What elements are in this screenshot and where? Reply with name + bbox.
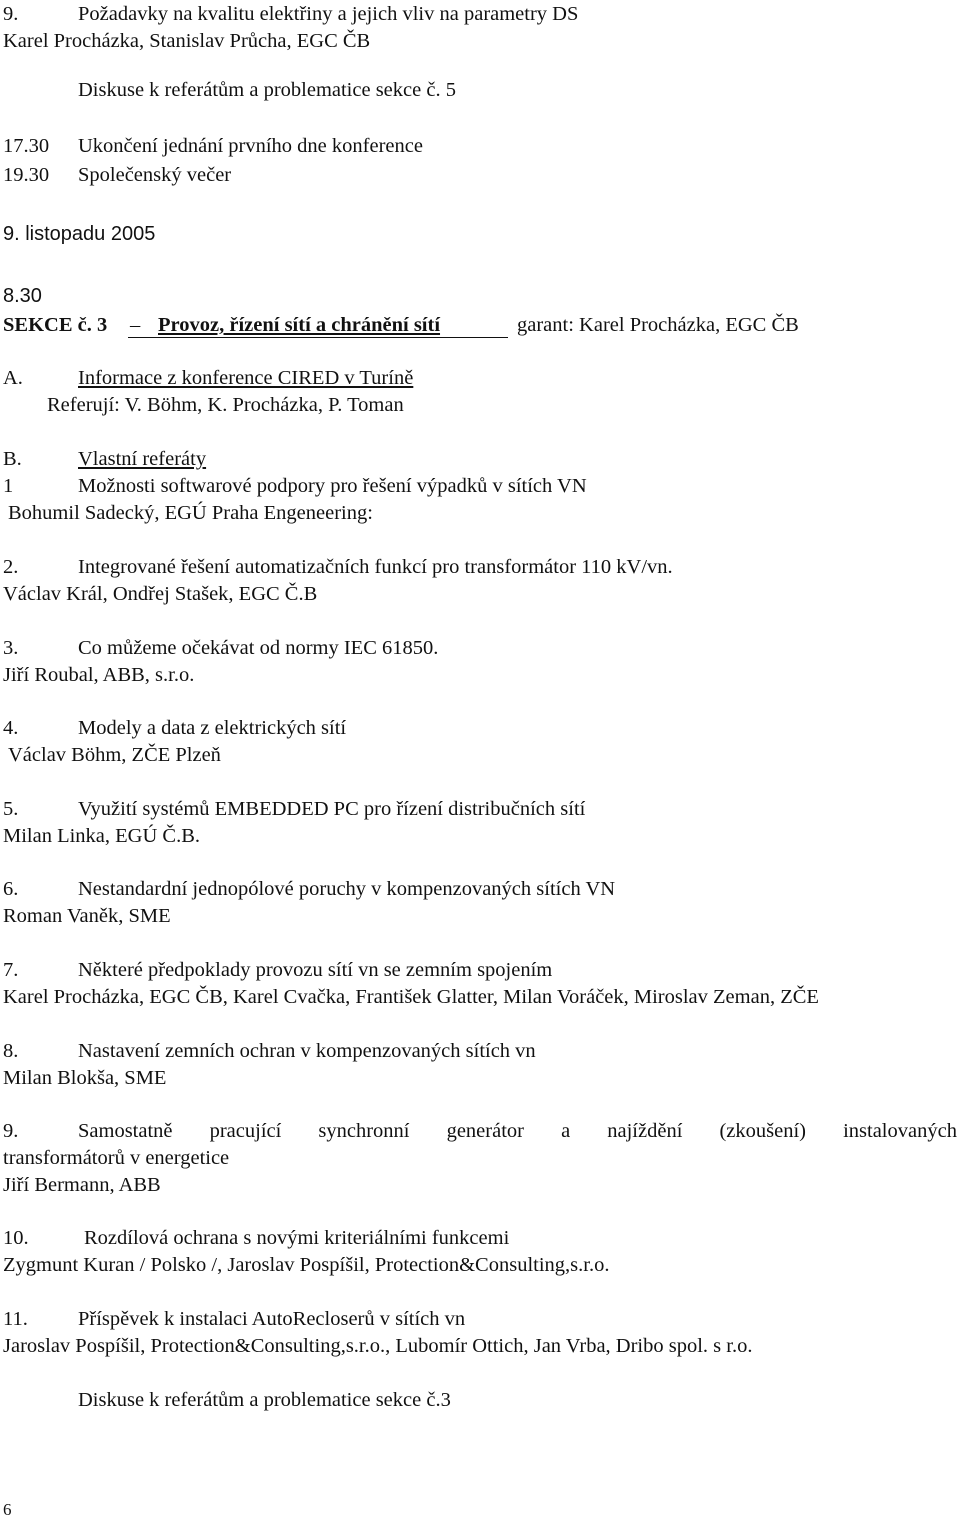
paper-title-word: a bbox=[561, 1120, 571, 1142]
paper-number: 3. bbox=[3, 637, 19, 659]
paper-title: Modely a data z elektrických sítí bbox=[78, 717, 347, 739]
paper-title-word: najíždění bbox=[607, 1120, 683, 1142]
section-dash: – bbox=[130, 314, 141, 336]
section-title-line bbox=[158, 313, 440, 337]
paper-number: 10. bbox=[3, 1227, 29, 1249]
paper-title: Rozdílová ochrana s novými kriteriálními funkcemi bbox=[84, 1227, 510, 1249]
paper-authors: Václav Král, Ondřej Stašek, EGC Č.B bbox=[3, 583, 318, 605]
session9-title: Požadavky na kvalitu elektřiny a jejich vliv na parametry DS bbox=[78, 3, 579, 25]
session9-heading bbox=[3, 2, 18, 26]
schedule-time: 19.30 bbox=[3, 164, 50, 186]
partB-letter: B. bbox=[3, 448, 22, 470]
paper-title: Některé předpoklady provozu sítí vn se zemním spojením bbox=[78, 959, 553, 981]
paper-number: 9. bbox=[3, 1120, 19, 1142]
day2-time: 8.30 bbox=[3, 285, 42, 307]
paper-authors: Milan Blokša, SME bbox=[3, 1067, 167, 1089]
paper-number: 11. bbox=[3, 1308, 28, 1330]
paper-authors: Václav Böhm, ZČE Plzeň bbox=[8, 744, 221, 766]
partA-letter: A. bbox=[3, 367, 23, 389]
paper-title-continued: transformátorů v energetice bbox=[3, 1147, 230, 1169]
paper-number: 5. bbox=[3, 798, 19, 820]
paper-authors: Bohumil Sadecký, EGÚ Praha Engeneering: bbox=[8, 502, 373, 524]
closing-discussion: Diskuse k referátům a problematice sekce č.3 bbox=[78, 1389, 451, 1411]
paper-title: Integrované řešení automatizačních funkcí pro transformátor 110 kV/vn. bbox=[78, 556, 673, 578]
paper-title-word: pracující bbox=[209, 1120, 282, 1142]
section-label: SEKCE č. 3 bbox=[3, 314, 108, 336]
paper-authors: Jaroslav Pospíšil, Protection&Consulting,s.r.o., Lubomír Ottich, Jan Vrba, Dribo spol. s r.o. bbox=[3, 1335, 753, 1357]
paper-authors: Milan Linka, EGÚ Č.B. bbox=[3, 825, 201, 847]
paper-authors: Karel Procházka, EGC ČB, Karel Cvačka, František Glatter, Milan Voráček, Miroslav Zeman, ZČE bbox=[3, 986, 819, 1008]
schedule-time: 17.30 bbox=[3, 135, 50, 157]
paper-number: 1 bbox=[3, 475, 14, 497]
paper-title-word: generátor bbox=[446, 1120, 524, 1142]
paper-title: Využití systémů EMBEDDED PC pro řízení distribučních sítí bbox=[78, 798, 586, 820]
paper-title: Co můžeme očekávat od normy IEC 61850. bbox=[78, 637, 439, 659]
partA-title: Informace z konference CIRED v Turíně bbox=[78, 367, 414, 389]
paper-title: Příspěvek k instalaci AutoRecloserů v sítích vn bbox=[78, 1308, 466, 1330]
paper-title-word: instalovaných bbox=[843, 1120, 957, 1142]
section-title: Provoz, řízení sítí a chránění sítí bbox=[158, 314, 441, 336]
section-heading bbox=[3, 313, 107, 337]
paper-authors: Jiří Roubal, ABB, s.r.o. bbox=[3, 664, 195, 686]
section-underline bbox=[128, 337, 508, 338]
schedule-event: Společenský večer bbox=[78, 164, 232, 186]
session9-number: 9. bbox=[3, 3, 19, 25]
section-garant: garant: Karel Procházka, EGC ČB bbox=[517, 314, 799, 336]
paper-title: Nestandardní jednopólové poruchy v kompenzovaných sítích VN bbox=[78, 878, 616, 900]
paper-title: Možnosti softwarové podpory pro řešení výpadků v sítích VN bbox=[78, 475, 587, 497]
session9-discussion: Diskuse k referátům a problematice sekce č. 5 bbox=[78, 79, 456, 101]
schedule-event: Ukončení jednání prvního dne konference bbox=[78, 135, 423, 157]
paper-number: 6. bbox=[3, 878, 19, 900]
paper-authors: Roman Vaněk, SME bbox=[3, 905, 171, 927]
paper-authors: Jiří Bermann, ABB bbox=[3, 1174, 161, 1196]
partA-speakers: Referují: V. Böhm, K. Procházka, P. Toman bbox=[47, 394, 404, 416]
partB-title: Vlastní referáty bbox=[78, 448, 207, 470]
paper-title-justified bbox=[78, 1119, 957, 1143]
paper-title-word: (zkoušení) bbox=[719, 1120, 806, 1142]
paper-authors: Zygmunt Kuran / Polsko /, Jaroslav Pospíšil, Protection&Consulting,s.r.o. bbox=[3, 1254, 610, 1276]
paper-number: 8. bbox=[3, 1040, 19, 1062]
page-number: 6 bbox=[3, 1500, 12, 1519]
paper-number: 4. bbox=[3, 717, 19, 739]
paper-title-word: synchronní bbox=[318, 1120, 410, 1142]
paper-number: 7. bbox=[3, 959, 19, 981]
paper-title: Nastavení zemních ochran v kompenzovaných sítích vn bbox=[78, 1040, 536, 1062]
session9-authors: Karel Procházka, Stanislav Průcha, EGC ČB bbox=[3, 30, 371, 52]
day2-date: 9. listopadu 2005 bbox=[3, 223, 156, 245]
paper-title-word: Samostatně bbox=[78, 1120, 173, 1142]
paper-number: 2. bbox=[3, 556, 19, 578]
